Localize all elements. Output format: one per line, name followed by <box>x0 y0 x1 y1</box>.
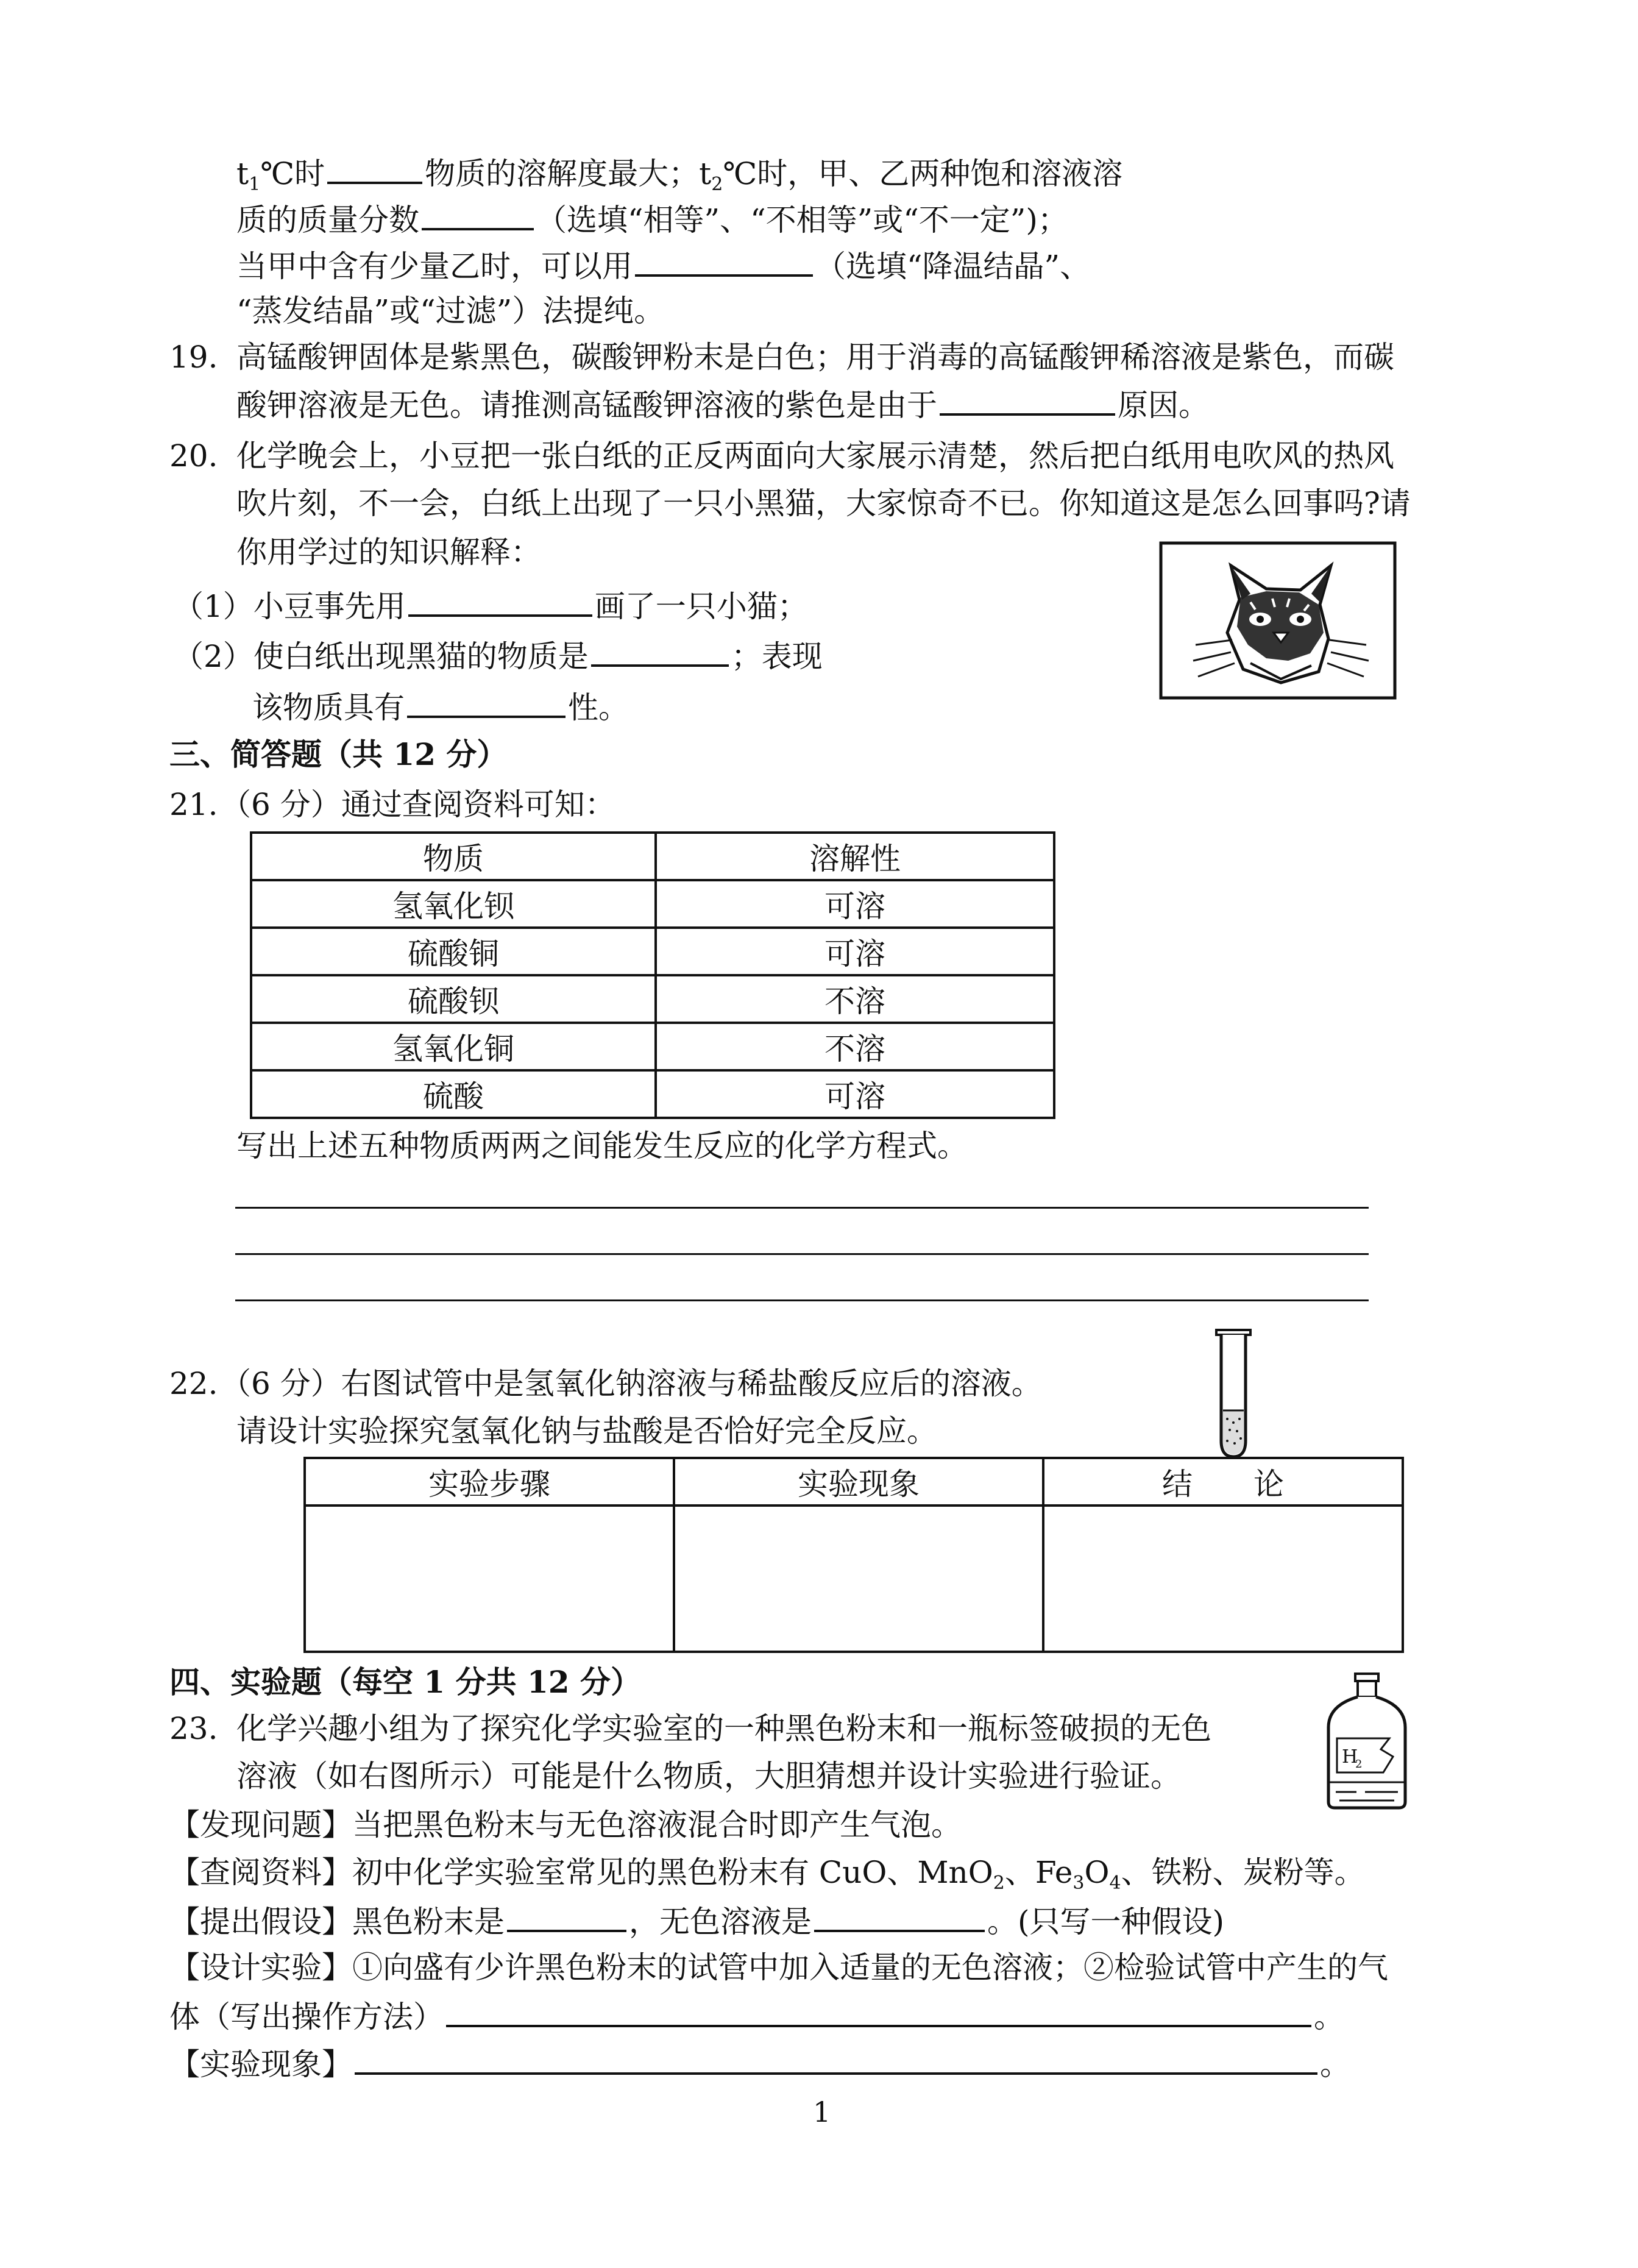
q18-text: ℃时 <box>260 156 325 191</box>
q22-line1: （6 分）右图试管中是氢氧化钠溶液与稀盐酸反应后的溶液。 <box>221 1366 1042 1401</box>
q23-line2: 溶液（如右图所示）可能是什么物质，大胆猜想并设计实验进行验证。 <box>236 1758 1181 1794</box>
bottle-label-subscript: 2 <box>1355 1758 1363 1771</box>
table-cell-steps[interactable] <box>305 1505 674 1652</box>
answer-blank[interactable] <box>507 1902 626 1932</box>
q23-text: 、铁粉、炭粉等。 <box>1121 1855 1365 1890</box>
q20-text: （2）使白纸出现黑猫的物质是 <box>173 639 589 674</box>
table-header-cell: 实验现象 <box>674 1458 1043 1505</box>
section4-title: 四、实验题（每空 1 分共 12 分） <box>169 1664 641 1700</box>
table-header-cell: 结 论 <box>1043 1458 1403 1505</box>
q23-text: 。 <box>1314 1999 1344 2035</box>
q23-text: ，无色溶液是 <box>629 1904 812 1939</box>
table-cell: 硫酸 <box>251 1070 656 1118</box>
table-row <box>251 880 1054 928</box>
q23-design: 【设计实验】①向盛有少许黑色粉末的试管中加入适量的无色溶液；②检验试管中产生的气 <box>169 1950 1388 1985</box>
answer-line[interactable] <box>235 1207 1369 1209</box>
q20-text: 该物质具有 <box>252 690 405 725</box>
q23-phenomenon <box>169 2044 1350 2083</box>
q18-text: （选填“降温结晶”、 <box>815 249 1091 284</box>
answer-blank[interactable] <box>355 2044 1317 2075</box>
answer-blank[interactable] <box>635 246 813 277</box>
q19-line1: 高锰酸钾固体是紫黑色，碳酸钾粉末是白色；用于消毒的高锰酸钾稀溶液是紫色，而碳 <box>236 339 1394 375</box>
q19-text: 酸钾溶液是无色。请推测高锰酸钾溶液的紫色是由于 <box>236 388 937 423</box>
q20-part3 <box>252 688 629 726</box>
q18-text: 物质的溶解度最大；t <box>425 156 712 191</box>
table-cell: 氢氧化铜 <box>251 1023 656 1070</box>
table-row <box>251 975 1054 1023</box>
answer-blank[interactable] <box>408 586 592 617</box>
q20-part1 <box>173 586 808 625</box>
subscript: 1 <box>249 174 261 195</box>
table-row <box>251 1023 1054 1070</box>
q23-text: 体（写出操作方法） <box>169 1999 444 2035</box>
q20-line1: 化学晚会上，小豆把一张白纸的正反两面向大家展示清楚，然后把白纸用电吹风的热风 <box>236 438 1394 474</box>
table-cell: 氢氧化钡 <box>251 880 656 928</box>
table-cell: 不溶 <box>656 975 1054 1023</box>
table-cell: 可溶 <box>656 1070 1054 1118</box>
experiment-table <box>303 1457 1404 1653</box>
table-row <box>251 928 1054 975</box>
answer-line[interactable] <box>235 1253 1369 1255</box>
q23-text: 、Fe <box>1004 1855 1073 1890</box>
table-header-row <box>305 1458 1403 1505</box>
q18-text: 质的质量分数 <box>236 202 419 238</box>
q23-line1: 化学兴趣小组为了探究化学实验室的一种黑色粉末和一瓶标签破损的无色 <box>236 1711 1211 1746</box>
q20-line2: 吹片刻，不一会，白纸上出现了一只小黑猫，大家惊奇不已。你知道这是怎么回事吗?请 <box>236 486 1411 521</box>
table-cell: 硫酸铜 <box>251 928 656 975</box>
q18-text: t <box>236 156 249 191</box>
q23-text: 。 <box>1320 2047 1350 2082</box>
q23-reference <box>169 1854 1365 1902</box>
q23-hypothesis <box>169 1902 1224 1940</box>
q20-text: 性。 <box>568 690 629 725</box>
table-cell-phenomena[interactable] <box>674 1505 1043 1652</box>
page-number: 1 <box>813 2096 831 2128</box>
cat-picture-icon <box>1159 541 1397 700</box>
test-tube-icon <box>1214 1328 1253 1462</box>
subscript: 4 <box>1109 1872 1121 1894</box>
q22-line2: 请设计实验探究氢氧化钠与盐酸是否恰好完全反应。 <box>236 1413 937 1449</box>
q23-text: 【实验现象】 <box>169 2047 352 2082</box>
table-cell: 硫酸钡 <box>251 975 656 1023</box>
q20-line3: 你用学过的知识解释： <box>236 535 541 570</box>
answer-blank[interactable] <box>407 688 566 718</box>
q20-text: ；表现 <box>731 639 823 674</box>
q23-find: 【发现问题】当把黑色粉末与无色溶液混合时即产生气泡。 <box>169 1807 962 1843</box>
reagent-bottle-icon <box>1321 1671 1413 1811</box>
q23-design-line2 <box>169 1997 1344 2035</box>
q20-text: 画了一只小猫； <box>594 589 808 624</box>
subscript: 2 <box>711 174 723 195</box>
q19-line2 <box>236 385 1209 424</box>
q20-number: 20. <box>169 438 218 474</box>
answer-blank[interactable] <box>327 154 422 184</box>
q18-text: 当甲中含有少量乙时，可以用 <box>236 249 633 284</box>
answer-line[interactable] <box>235 1299 1369 1301</box>
answer-blank[interactable] <box>422 200 534 230</box>
q19-number: 19. <box>169 339 218 375</box>
subscript: 3 <box>1072 1872 1085 1894</box>
answer-blank[interactable] <box>814 1902 985 1932</box>
table-cell: 可溶 <box>656 880 1054 928</box>
table-header-cell: 实验步骤 <box>305 1458 674 1505</box>
solubility-table <box>250 831 1055 1119</box>
q19-text: 原因。 <box>1118 388 1209 423</box>
q23-text: 。(只写一种假设) <box>987 1904 1225 1939</box>
q23-text: 【提出假设】黑色粉末是 <box>169 1904 505 1939</box>
table-header-cell: 溶解性 <box>656 833 1054 880</box>
answer-blank[interactable] <box>591 636 729 667</box>
q23-text: 【查阅资料】初中化学实验室常见的黑色粉末有 CuO、MnO <box>169 1855 993 1890</box>
q18-line4: “蒸发结晶”或“过滤”）法提纯。 <box>236 293 665 329</box>
q20-text: （1）小豆事先用 <box>173 589 406 624</box>
q21-number: 21. <box>169 787 218 822</box>
q21-prompt: 写出上述五种物质两两之间能发生反应的化学方程式。 <box>236 1128 968 1164</box>
answer-blank[interactable] <box>446 1997 1311 2027</box>
section3-title: 三、简答题（共 12 分） <box>169 736 508 772</box>
table-header-row <box>251 833 1054 880</box>
q18-text: ℃时，甲、乙两种饱和溶液溶 <box>723 156 1123 191</box>
table-cell-conclusion[interactable] <box>1043 1505 1403 1652</box>
q22-number: 22. <box>169 1366 218 1401</box>
q23-number: 23. <box>169 1711 218 1746</box>
q18-line3 <box>236 246 1090 285</box>
bottle-label-text: H <box>1342 1746 1358 1768</box>
q18-line1 <box>236 154 1122 203</box>
table-header-cell: 物质 <box>251 833 656 880</box>
answer-blank[interactable] <box>940 385 1115 416</box>
table-cell: 可溶 <box>656 928 1054 975</box>
subscript: 2 <box>993 1872 1005 1894</box>
table-row <box>251 1070 1054 1118</box>
q20-part2 <box>173 636 823 675</box>
q18-text: （选填“相等”、“不相等”或“不一定”)； <box>536 202 1068 238</box>
q21-intro: （6 分）通过查阅资料可知： <box>221 787 615 822</box>
q23-text: O <box>1084 1855 1110 1890</box>
table-cell: 不溶 <box>656 1023 1054 1070</box>
q18-line2 <box>236 200 1068 238</box>
table-row <box>305 1505 1403 1652</box>
